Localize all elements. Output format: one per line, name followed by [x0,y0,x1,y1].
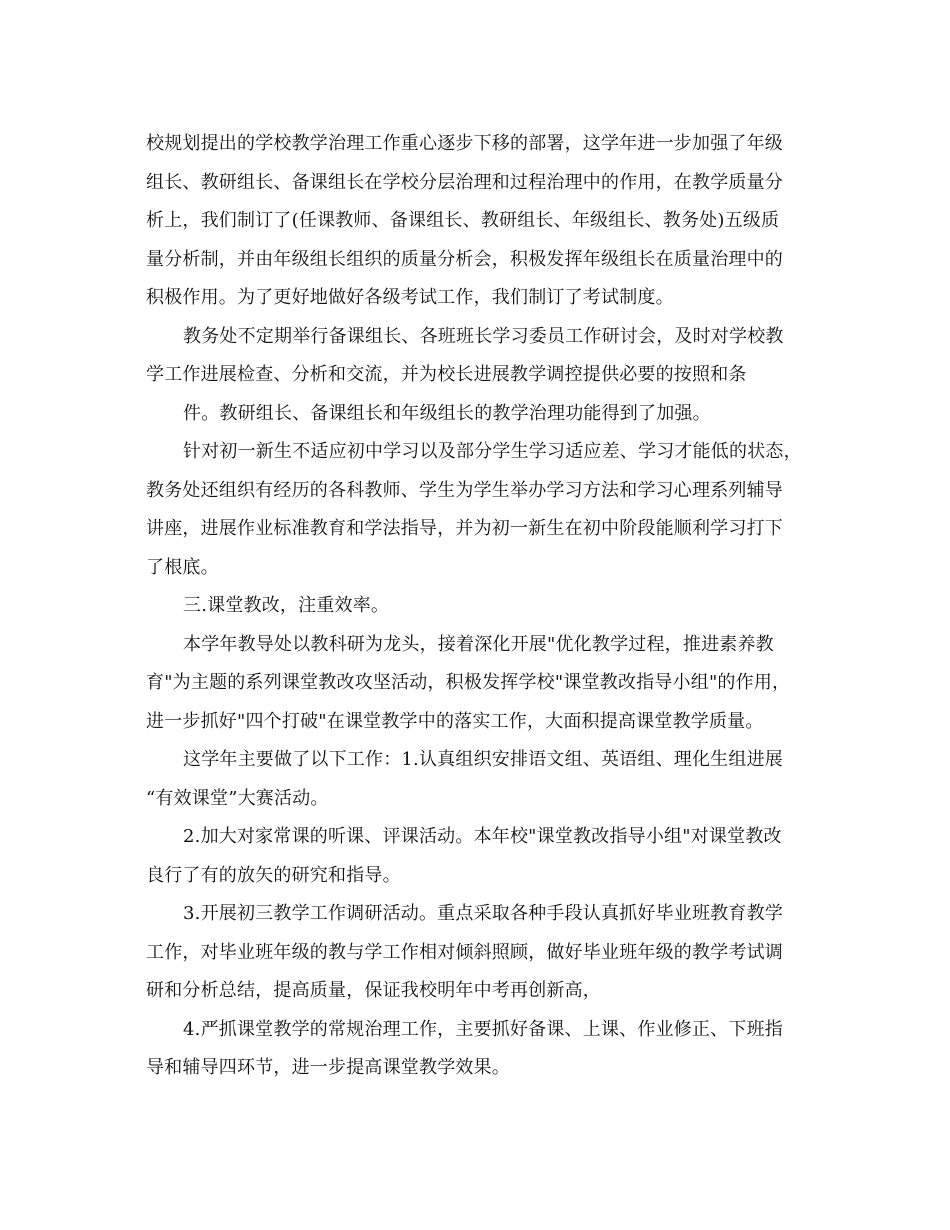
text-line: 良行了有的放矢的研究和指导。 [146,864,401,886]
text-line: 教务处不定期举行备课组长、各班班长学习委员工作研讨会，及时对学校教 [183,325,784,347]
document-body [146,125,806,1088]
text-line: 育"为主题的系列课堂教改攻坚活动，积极发挥学校"课堂教改指导小组"的作用， [146,672,791,693]
text-line: 研和分析总结，提高质量，保证我校明年中考再创新高， [146,980,601,1001]
text-line: 讲座，进展作业标准教育和学法指导，并为初一新生在初中阶段能顺利学习打下 [146,518,783,539]
text-line: 了根底。 [146,556,219,578]
text-line: 本学年教导处以教科研为龙头，接着深化开展"优化教学过程，推进素养教 [183,633,774,655]
text-line: 学工作进展检查、分析和交流，并为校长进展教学调控提供必要的按照和条 [146,364,747,385]
text-line: 件。教研组长、备课组长和年级组长的教学治理功能得到了加强。 [183,402,711,424]
text-line: 量分析制，并由年级组长组织的质量分析会，积极发挥年级组长在质量治理中的 [146,248,783,270]
text-line: 组长、教研组长、备课组长在学校分层治理和过程治理中的作用，在教学质量分 [146,171,783,193]
text-line: 这学年主要做了以下工作：1.认真组织安排语文组、英语组、理化生组进展 [183,749,783,770]
text-line: 积极作用。为了更好地做好各级考试工作，我们制订了考试制度。 [146,287,674,308]
text-line: 3.开展初三教学工作调研活动。重点采取各种手段认真抓好毕业班教育教学 [183,903,783,924]
text-line: 教务处还组织有经历的各科教师、学生为学生举办学习方法和学习心理系列辅导 [146,479,783,501]
text-line: 校规划提出的学校教学治理工作重心逐步下移的部署，这学年进一步加强了年级 [146,133,783,154]
text-line: 工作，对毕业班年级的教与学工作相对倾斜照顾，做好毕业班年级的教学考试调 [146,941,783,963]
text-line: 进一步抓好"四个打破"在课堂教学中的落实工作，大面积提高课堂教学质量。 [146,710,764,732]
text-line: 导和辅导四环节，进一步提高课堂教学效果。 [146,1057,510,1078]
text-line: 析上，我们制订了(任课教师、备课组长、教研组长、年级组长、教务处)五级质 [146,210,780,231]
text-line: 4.严抓课堂教学的常规治理工作，主要抓好备课、上课、作业修正、下班指 [183,1018,783,1040]
text-line: 2.加大对家常课的听课、评课活动。本年校"课堂教改指导小组"对课堂教改 [183,826,782,847]
text-line: 三.课堂教改，注重效率。 [183,595,390,616]
text-line: “有效课堂”大赛活动。 [146,787,329,809]
text-line: 针对初一新生不适应初中学习以及部分学生学习适应差、学习才能低的状态， [183,441,802,462]
